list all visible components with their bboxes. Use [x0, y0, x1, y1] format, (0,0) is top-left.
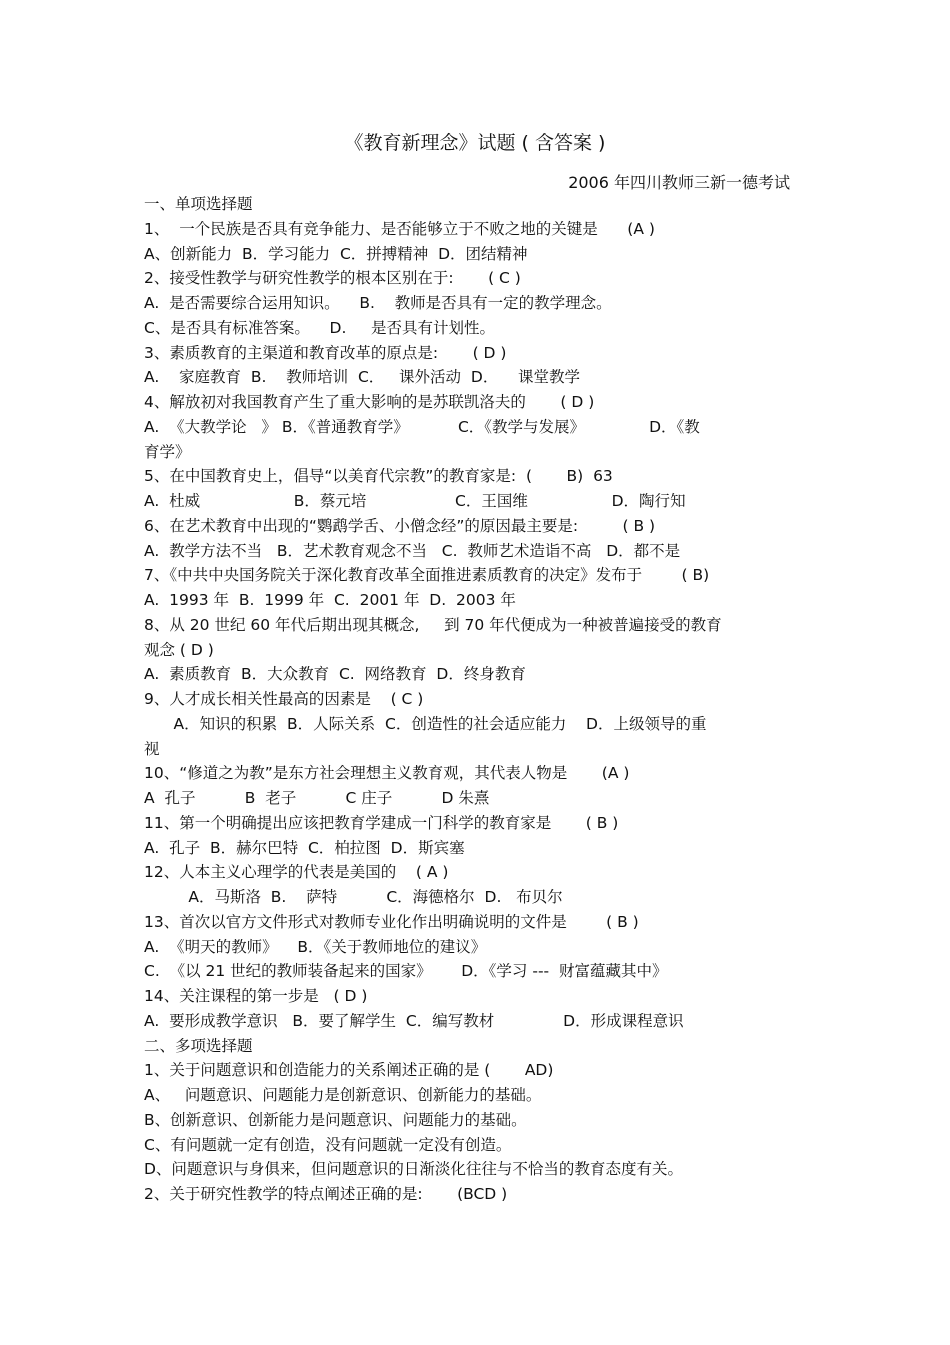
text-line: A. 杜威 B．蔡元培 C．王国维 D．陶行知	[144, 492, 686, 510]
text-line: 13、首次以官方文件形式对教师专业化作出明确说明的文件是 ( B )	[144, 912, 639, 931]
text-line: C. 《以 21 世纪的教师装备起来的国家》 D．《学习 --- 财富蕴藏其中》	[144, 962, 668, 981]
text-line: 1、关于问题意识和创造能力的关系阐述正确的是 ( AD)	[144, 1061, 554, 1080]
text-line: 视	[144, 739, 160, 758]
text-line: C、有问题就一定有创造，没有问题就一定没有创造。	[144, 1135, 512, 1154]
text-line: 2、关于研究性教学的特点阐述正确的是: (BCD )	[144, 1185, 508, 1203]
text-line: 2、接受性教学与研究性教学的根本区别在于: ( C )	[144, 269, 521, 288]
text-line: A. 孔子 B．赫尔巴特 C．柏拉图 D．斯宾塞	[144, 838, 465, 857]
text-line: A 孔子 B 老子 C 庄子 D 朱熹	[144, 789, 490, 807]
text-line: 4、解放初对我国教育产生了重大影响的是苏联凯洛夫的 ( D )	[144, 393, 595, 411]
document-subtitle: 2006 年四川教师三新一德考试	[568, 173, 790, 192]
text-line: D、问题意识与身俱来，但问题意识的日渐淡化往往与不恰当的教育态度有关。	[144, 1160, 683, 1179]
text-line: 1、 一个民族是否具有竞争能力、是否能够立于不败之地的关键是 (A )	[144, 219, 655, 238]
text-line: 观念 ( D )	[144, 640, 214, 659]
text-line: A．马斯洛 B. 萨特 C．海德格尔 D. 布贝尔	[144, 888, 563, 906]
text-line: 11、第一个明确提出应该把教育学建成一门科学的教育家是 ( B )	[144, 813, 619, 832]
text-line: A. 《大教学论 》 B．《普通教育学》 C．《教学与发展》 D．《教	[144, 417, 700, 436]
text-line: 14、关注课程的第一步是 ( D )	[144, 987, 368, 1005]
text-line: A. 素质教育 B．大众教育 C. 网络教育 D．终身教育	[144, 665, 526, 684]
document-body	[144, 192, 814, 1207]
text-line: 7、《中共中央国务院关于深化教育改革全面推进素质教育的决定》发布于 ( B)	[144, 566, 710, 585]
text-line: 二、多项选择题	[144, 1036, 253, 1055]
text-line: A．知识的积累 B．人际关系 C．创造性的社会适应能力 D．上级领导的重	[144, 714, 707, 733]
text-line: 5、在中国教育史上，倡导“以美育代宗教”的教育家是: ( B) 63	[144, 467, 613, 486]
text-line: 10、“修道之为教”是东方社会理想主义教育观，其代表人物是 (A )	[144, 764, 630, 783]
text-line: A. 1993 年 B. 1999 年 C. 2001 年 D. 2003 年	[144, 591, 516, 609]
text-line: A. 教学方法不当 B．艺术教育观念不当 C. 教师艺术造诣不高 D．都不是	[144, 541, 681, 560]
text-line: A. 要形成教学意识 B．要了解学生 C．编写教材 D．形成课程意识	[144, 1011, 684, 1030]
text-line: 育学》	[144, 442, 191, 461]
text-line: A. 是否需要综合运用知识。 B. 教师是否具有一定的教学理念。	[144, 294, 612, 312]
text-line: C、是否具有标准答案。 D. 是否具有计划性。	[144, 318, 496, 337]
text-line: A、创新能力 B．学习能力 C．拼搏精神 D．团结精神	[144, 244, 528, 263]
text-line: 12、人本主义心理学的代表是美国的 ( A )	[144, 863, 449, 882]
text-line: A. 《明天的教师》 B．《关于教师地位的建议》	[144, 937, 487, 956]
text-line: 9、人才成长相关性最高的因素是 ( C )	[144, 690, 424, 708]
text-line: B、创新意识、创新能力是问题意识、问题能力的基础。	[144, 1110, 527, 1129]
text-line: 8、从 20 世纪 60 年代后期出现其概念, 到 70 年代便成为一种被普遍接受的教育	[144, 615, 722, 634]
document-title: 《教育新理念》试题 ( 含答案 )	[344, 132, 606, 154]
text-line: A. 家庭教育 B. 教师培训 C． 课外活动 D． 课堂教学	[144, 368, 581, 387]
text-line: 6、在艺术教育中出现的“鹦鹉学舌、小僧念经”的原因最主要是: ( B )	[144, 516, 656, 535]
text-line: A、 问题意识、问题能力是创新意识、创新能力的基础。	[144, 1086, 542, 1104]
text-line: 一、单项选择题	[144, 195, 253, 213]
text-line: 3、素质教育的主渠道和教育改革的原点是: ( D )	[144, 343, 507, 362]
